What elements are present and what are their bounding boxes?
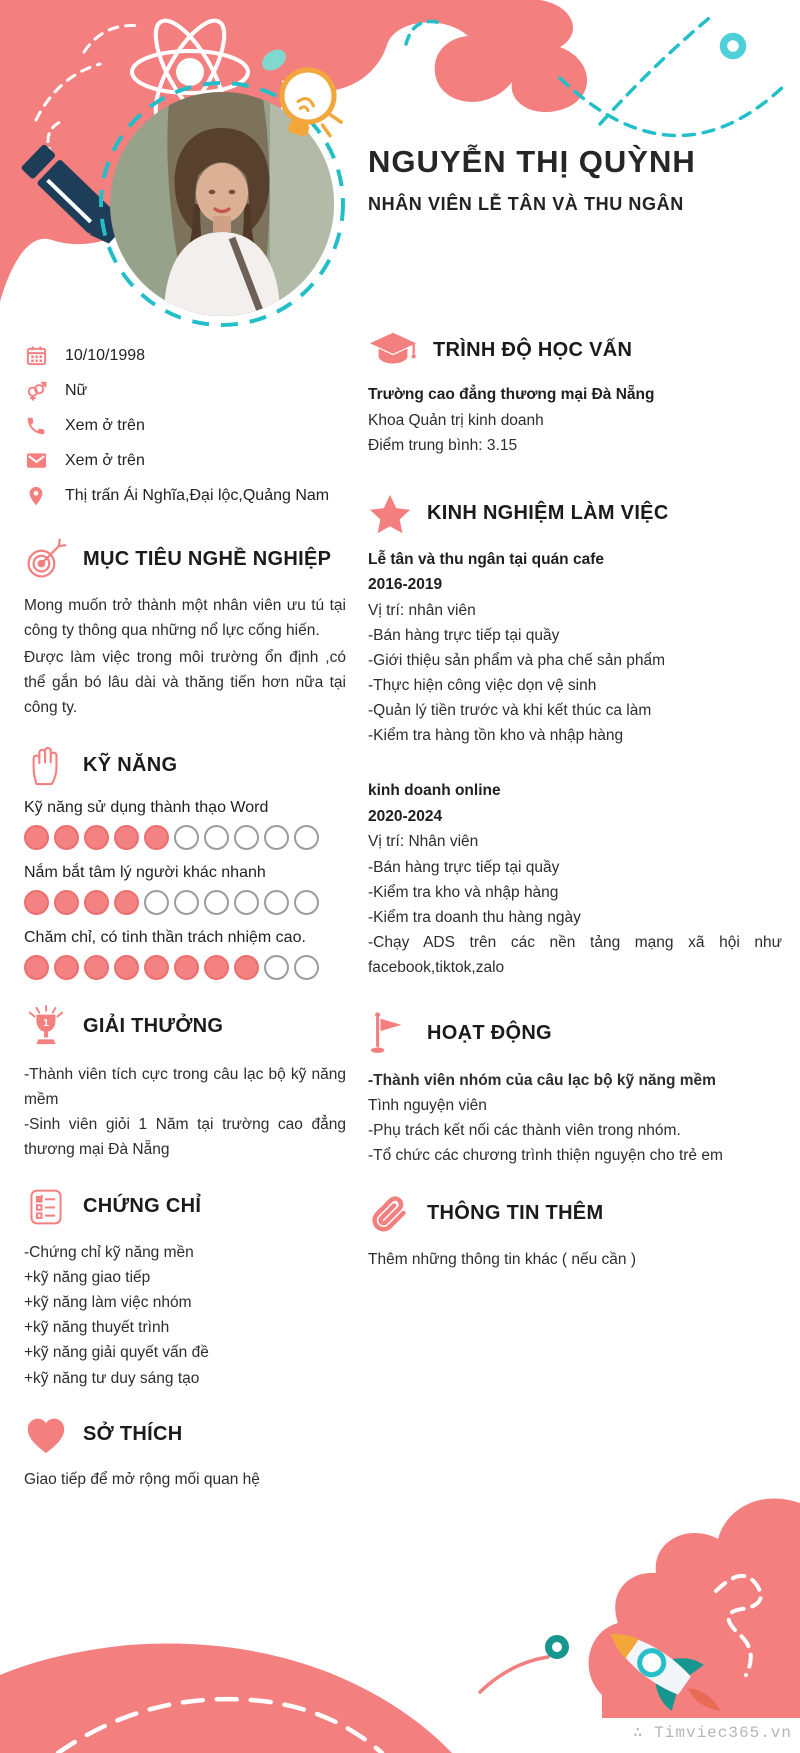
section-title: TRÌNH ĐỘ HỌC VẤN — [433, 338, 633, 361]
skill-dot-empty — [294, 890, 319, 915]
certificates-list — [24, 1240, 346, 1391]
candidate-name: NGUYỄN THỊ QUỲNH — [368, 144, 696, 179]
job-duties — [368, 855, 782, 981]
skill-dot-empty — [264, 955, 289, 980]
section-title: MỤC TIÊU NGHỀ NGHIỆP — [83, 547, 332, 570]
section-activities-header — [368, 1010, 782, 1056]
job-duty: -Bán hàng trực tiếp tại quầy — [368, 858, 560, 876]
skill-dot-filled — [24, 955, 49, 980]
candidate-job-title: NHÂN VIÊN LỄ TÂN VÀ THU NGÂN — [368, 194, 684, 214]
gender-item — [24, 373, 346, 408]
job-period: 2016-2019 — [368, 576, 443, 594]
skill-dot-filled — [144, 825, 169, 850]
job-position: Vị trí: nhân viên — [368, 601, 476, 619]
skill-level-dots — [24, 825, 346, 850]
awards-list — [24, 1062, 346, 1162]
education-gpa: Điểm trung bình: 3.15 — [368, 437, 518, 455]
coral-cloud — [589, 1498, 800, 1718]
skill-label: Nắm bắt tâm lý người khác nhanh — [24, 863, 266, 881]
skill-dot-filled — [84, 955, 109, 980]
section-title: SỞ THÍCH — [83, 1423, 183, 1446]
birthdate-value: 10/10/1998 — [65, 346, 146, 364]
job-entry — [368, 547, 782, 749]
hobbies-text: Giao tiếp để mở rộng mối quan hệ — [24, 1470, 260, 1488]
section-title: KINH NGHIỆM LÀM VIỆC — [427, 502, 669, 525]
skill-level-dots — [24, 890, 346, 915]
skill-dot-empty — [294, 955, 319, 980]
activity-item: -Tổ chức các chương trình thiện nguyện cho trẻ em — [368, 1147, 723, 1165]
watermark: ∴ Timviec365.vn — [632, 1724, 792, 1742]
job-title: Lễ tân và thu ngân tại quán cafe — [368, 550, 604, 568]
birthdate-item — [24, 338, 346, 373]
skill-dot-empty — [204, 890, 229, 915]
job-duty: -Thực hiện công việc dọn vệ sinh — [368, 677, 597, 695]
skill-dot-filled — [84, 890, 109, 915]
phone-icon — [24, 415, 48, 437]
skill-dot-empty — [174, 890, 199, 915]
certificate-item: -Chứng chỉ kỹ năng mền — [24, 1243, 194, 1261]
award-item: -Sinh viên giỏi 1 Năm tại trường cao đẳng thương mại Đà Nẵng — [24, 1115, 346, 1158]
skill-dot-filled — [54, 955, 79, 980]
graduation-cap-icon — [368, 330, 418, 370]
activity-item: -Thành viên nhóm của câu lạc bộ kỹ năng mềm — [368, 1072, 716, 1090]
skill-dot-empty — [264, 825, 289, 850]
skill-dot-empty — [174, 825, 199, 850]
teal-ring-icon — [549, 1639, 566, 1656]
star-icon — [368, 493, 412, 535]
lightbulb-icon — [252, 38, 362, 162]
personal-info-list — [24, 338, 346, 513]
section-awards-header — [24, 1004, 346, 1050]
hand-icon — [24, 745, 68, 787]
section-title: HOẠT ĐỘNG — [427, 1021, 552, 1044]
activity-item: -Phụ trách kết nối các thành viên trong nhóm. — [368, 1122, 681, 1140]
skills-list — [24, 799, 346, 980]
skill-item — [24, 864, 346, 915]
section-additional-header — [368, 1193, 782, 1235]
flag-icon — [368, 1010, 412, 1056]
activities-list — [368, 1068, 782, 1168]
objective-text: Được làm việc trong môi trường ổn định ,có thể gắn bó lâu dài và thăng tiến hơn nữa tại công ty. — [24, 649, 346, 717]
skill-dot-filled — [174, 955, 199, 980]
trophy-icon — [24, 1004, 68, 1050]
skill-dot-empty — [294, 825, 319, 850]
skill-dot-filled — [114, 890, 139, 915]
skill-label: Chăm chỉ, có tinh thần trách nhiệm cao. — [24, 928, 306, 946]
additional-text: Thêm những thông tin khác ( nếu cần ) — [368, 1250, 637, 1268]
job-duty: -Kiểm tra hàng tồn kho và nhập hàng — [368, 727, 624, 745]
job-title: kinh doanh online — [368, 782, 501, 800]
skill-dot-filled — [114, 955, 139, 980]
skill-label: Kỹ năng sử dụng thành thạo Word — [24, 798, 269, 816]
svg-text:1: 1 — [43, 1016, 49, 1029]
left-column — [24, 338, 346, 1494]
email-icon — [24, 449, 48, 472]
objective-text: Mong muốn trở thành một nhân viên ưu tú tại công ty thông qua những nổ lực cống hiến. — [24, 597, 346, 640]
email-item — [24, 443, 346, 478]
checklist-icon — [24, 1186, 68, 1228]
section-experience-header — [368, 493, 782, 535]
teal-donut-icon — [724, 37, 743, 56]
activity-item: Tình nguyện viên — [368, 1097, 487, 1115]
gender-icon — [24, 379, 48, 402]
right-column — [368, 330, 782, 1274]
skill-dot-empty — [234, 890, 259, 915]
skill-item — [24, 799, 346, 850]
award-item: -Thành viên tích cực trong câu lạc bộ kỹ năng mềm — [24, 1065, 346, 1108]
address-item — [24, 478, 346, 513]
education-school: Trường cao đẳng thương mại Đà Nẵng — [368, 386, 655, 403]
section-hobbies-header — [24, 1415, 346, 1455]
paperclip-icon — [368, 1193, 412, 1235]
email-value: Xem ở trên — [65, 451, 145, 469]
target-icon — [24, 537, 68, 581]
skill-level-dots — [24, 955, 346, 980]
job-duty: -Giới thiệu sản phẩm và pha chế sản phẩm — [368, 651, 666, 669]
job-period: 2020-2024 — [368, 807, 443, 825]
job-duty: -Bán hàng trực tiếp tại quầy — [368, 626, 560, 644]
skill-dot-filled — [24, 890, 49, 915]
leaf-icon — [258, 45, 290, 75]
phone-value: Xem ở trên — [65, 416, 145, 434]
skill-dot-empty — [264, 890, 289, 915]
skill-dot-filled — [204, 955, 229, 980]
skill-dot-filled — [114, 825, 139, 850]
section-title: THÔNG TIN THÊM — [427, 1202, 604, 1225]
job-entry — [368, 778, 782, 980]
skill-dot-filled — [54, 825, 79, 850]
job-duty: -Kiểm tra kho và nhập hàng — [368, 883, 559, 901]
skill-dot-filled — [84, 825, 109, 850]
job-duties — [368, 623, 782, 749]
certificate-item: +kỹ năng thuyết trình — [24, 1319, 170, 1337]
calendar-icon — [24, 344, 48, 367]
gender-value: Nữ — [65, 381, 88, 399]
skill-dot-filled — [54, 890, 79, 915]
job-duty: -Kiểm tra doanh thu hàng ngày — [368, 908, 581, 926]
skill-dot-filled — [24, 825, 49, 850]
section-skills-header — [24, 745, 346, 787]
certificate-item: +kỹ năng giao tiếp — [24, 1269, 151, 1287]
skill-dot-empty — [234, 825, 259, 850]
section-title: KỸ NĂNG — [83, 754, 178, 777]
section-objective-header — [24, 537, 346, 581]
section-certificates-header — [24, 1186, 346, 1228]
section-education-header — [368, 330, 782, 370]
skill-dot-filled — [144, 955, 169, 980]
skill-dot-filled — [234, 955, 259, 980]
skill-dot-empty — [144, 890, 169, 915]
phone-item — [24, 408, 346, 443]
education-faculty: Khoa Quản trị kinh doanh — [368, 412, 544, 430]
certificate-item: +kỹ năng tư duy sáng tạo — [24, 1369, 200, 1387]
location-icon — [24, 485, 48, 507]
skill-item — [24, 929, 346, 980]
address-value: Thị trấn Ái Nghĩa,Đại lộc,Quảng Nam — [65, 486, 330, 504]
job-duty: -Chạy ADS trên các nền tảng mạng xã hội như facebook,tiktok,zalo — [368, 933, 782, 977]
section-title: CHỨNG CHỈ — [83, 1195, 202, 1218]
section-title: GIẢI THƯỞNG — [83, 1015, 224, 1038]
heart-icon — [24, 1415, 68, 1455]
skill-dot-empty — [204, 825, 229, 850]
job-duty: -Quản lý tiền trước và khi kết thúc ca làm — [368, 702, 652, 720]
certificate-item: +kỹ năng làm việc nhóm — [24, 1294, 192, 1312]
certificate-item: +kỹ năng giải quyết vấn đề — [24, 1344, 209, 1362]
job-position: Vị trí: Nhân viên — [368, 833, 479, 851]
